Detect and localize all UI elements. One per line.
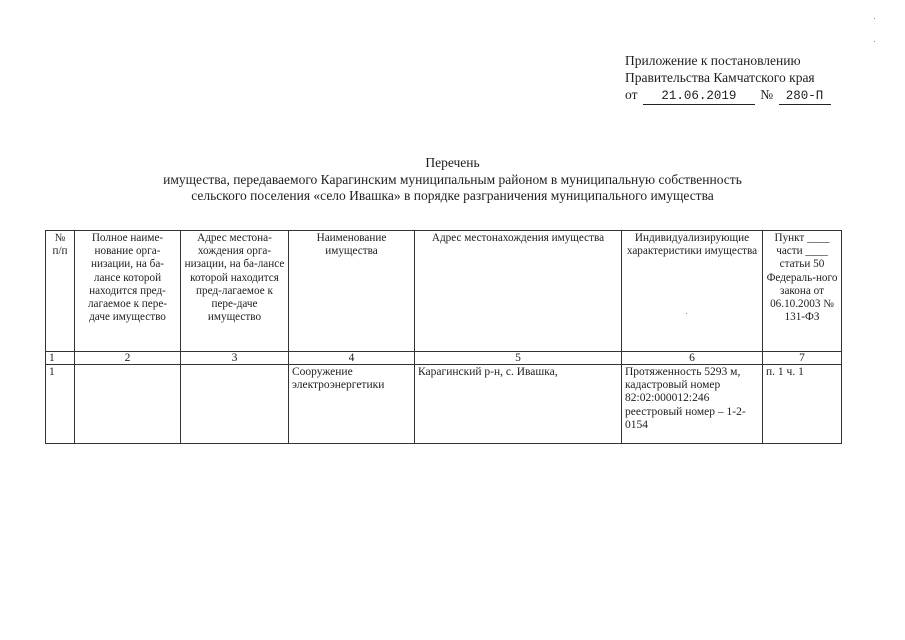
column-number: 3: [181, 352, 289, 365]
appendix-date-line: [625, 86, 831, 105]
table-row: [46, 365, 842, 444]
scan-speck: [874, 41, 875, 42]
property-table: [45, 230, 842, 444]
number-label: №: [760, 87, 774, 102]
cell-org-name: [75, 365, 181, 444]
scan-speck: [874, 18, 875, 19]
appendix-block: [625, 52, 831, 105]
header-law-clause: Пункт ____ части ____ статьи 50 Федераль-ного закона от 06.10.2003 № 131-ФЗ: [763, 231, 842, 352]
scan-speck: [686, 313, 687, 314]
header-property-name: Наименование имущества: [289, 231, 415, 352]
resolution-number: 280-П: [779, 89, 831, 105]
column-number: 4: [289, 352, 415, 365]
appendix-line-2: Правительства Камчатского края: [625, 70, 815, 85]
column-number-row: [46, 352, 842, 365]
column-number: 7: [763, 352, 842, 365]
cell-law-clause: п. 1 ч. 1: [763, 365, 842, 444]
resolution-date: 21.06.2019: [643, 89, 755, 105]
column-number: 5: [415, 352, 622, 365]
header-num: № п/п: [46, 231, 75, 352]
header-characteristics: Индивидуализирующие характеристики имущества: [622, 231, 763, 352]
header-property-address: Адрес местонахождения имущества: [415, 231, 622, 352]
column-number: 2: [75, 352, 181, 365]
cell-property-name: Сооружение электроэнергетики: [289, 365, 415, 444]
column-number: 1: [46, 352, 75, 365]
title-line-2: имущества, передаваемого Карагинским муниципальным районом в муниципальную собственность: [163, 171, 742, 187]
cell-org-address: [181, 365, 289, 444]
appendix-line-1: Приложение к постановлению: [625, 53, 801, 68]
title-line-1: Перечень: [425, 155, 480, 170]
cell-num: 1: [46, 365, 75, 444]
column-number: 6: [622, 352, 763, 365]
from-label: от: [625, 87, 638, 102]
header-org-address: Адрес местона-хождения орга-низации, на ба-лансе которой находится пред-лагаемое к пере-даче имущество: [181, 231, 289, 352]
cell-property-address: Карагинский р-н, с. Ивашка,: [415, 365, 622, 444]
cell-characteristics: Протяженность 5293 м, кадастровый номер 82:02:000012:246 реестровый номер – 1-2-0154: [622, 365, 763, 444]
document-title: [0, 155, 905, 205]
title-line-3: сельского поселения «село Ивашка» в порядке разграничения муниципального имущества: [191, 188, 714, 203]
table-header-row: [46, 231, 842, 352]
header-org-name: Полное наиме-нование орга-низации, на ба-лансе которой находится пред-лагаемое к пере-даче имущество: [75, 231, 181, 352]
